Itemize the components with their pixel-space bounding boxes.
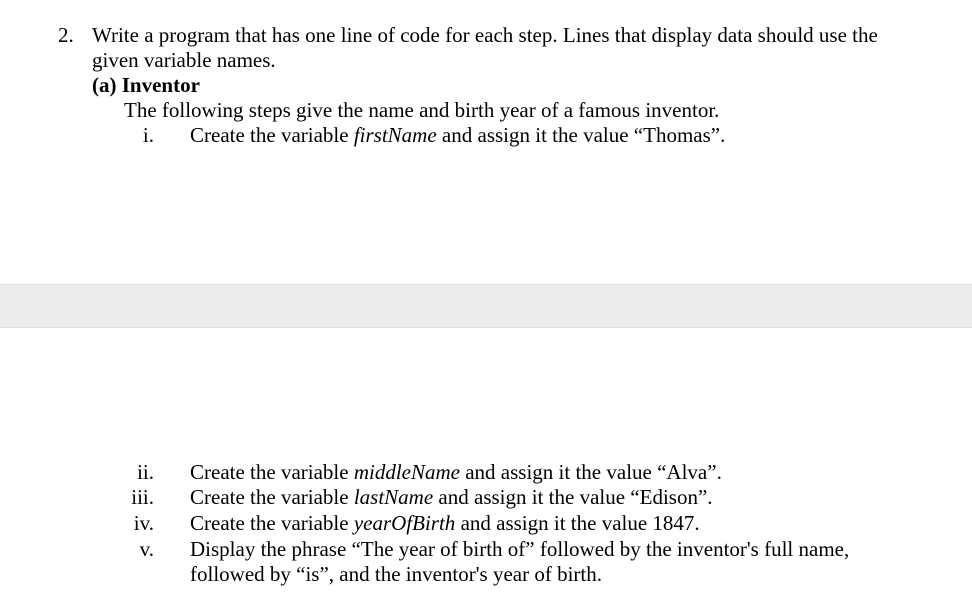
step-numeral: iv.: [133, 511, 154, 535]
step-text: [190, 485, 713, 509]
step-text-post: and assign it the value “Alva”.: [459, 460, 722, 484]
step-text-post: and assign it the value “Edison”.: [433, 485, 713, 509]
step-variable: lastName: [353, 485, 434, 509]
step-numeral: iii.: [131, 485, 154, 509]
step-text-post: and assign it the value “Thomas”.: [436, 123, 726, 147]
step-variable: yearOfBirth: [353, 511, 456, 535]
page-break-gap: [0, 284, 972, 328]
step-text-pre: Create the variable: [190, 485, 354, 509]
step-text: [190, 460, 722, 484]
question-text-line2: given variable names.: [92, 48, 276, 72]
question-text-line1: Write a program that has one line of code for each step. Lines that display data should use the: [92, 23, 878, 47]
step-text: [190, 511, 700, 535]
step-numeral: ii.: [137, 460, 154, 484]
step-text-pre: Create the variable: [190, 511, 354, 535]
question-number: 2.: [58, 23, 74, 47]
part-a-intro: The following steps give the name and birth year of a famous inventor.: [124, 98, 720, 122]
step-numeral: i.: [142, 123, 154, 147]
step-variable: middleName: [353, 460, 460, 484]
step-text-pre: Create the variable: [190, 123, 354, 147]
step-numeral: v.: [139, 537, 154, 561]
step-text-line2: followed by “is”, and the inventor's year of birth.: [190, 562, 603, 586]
step-text-post: and assign it the value 1847.: [455, 511, 700, 535]
step-text-line1: Display the phrase “The year of birth of” followed by the inventor's full name,: [190, 537, 850, 561]
step-text: [190, 123, 725, 147]
step-variable: firstName: [353, 123, 437, 147]
step-text-pre: Create the variable: [190, 460, 354, 484]
part-a-heading: (a) Inventor: [92, 73, 200, 97]
